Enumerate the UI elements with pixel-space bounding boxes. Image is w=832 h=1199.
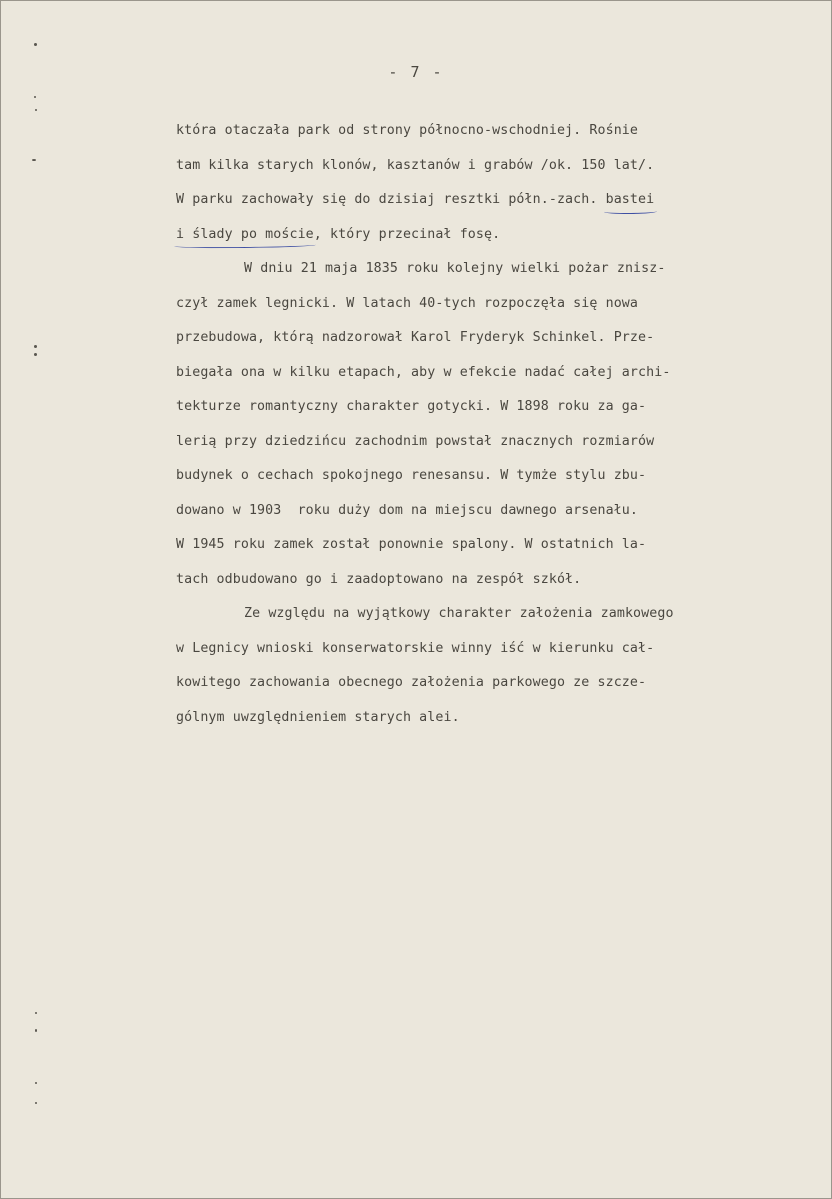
text-line: gólnym uwzględnieniem starych alei. [176,709,460,725]
text-line: tach odbudowano go i zaadoptowano na zespół szkół. [176,571,582,587]
text-line: w Legnicy wnioski konserwatorskie winny iść w kierunku cał- [176,640,655,656]
text-line: tekturze romantyczny charakter gotycki. W 1898 roku za ga- [176,399,647,414]
margin-mark [34,345,37,348]
text-line: kowitego zachowania obecnego założenia parkowego ze szcze- [176,675,647,690]
text-line: tam kilka starych klonów, kasztanów i grabów /ok. 150 lat/. [176,157,655,173]
text-segment: W parku zachowały się do dzisiaj resztki półn.-zach. [176,192,606,207]
margin-mark [35,109,37,111]
margin-mark [32,159,36,161]
pen-underlined-text: bastei [606,183,655,218]
text-line: przebudowa, którą nadzorował Karol Fryderyk Schinkel. Prze- [176,330,655,345]
text-line: biegała ona w kilku etapach, aby w efekcie nadać całej archi- [176,364,671,380]
text-line: W 1945 roku zamek został ponownie spalony. W ostatnich la- [176,537,647,552]
text-segment: , który przecinał fosę. [313,226,501,242]
margin-mark [35,1012,37,1014]
text-line: lerią przy dziedzińcu zachodnim powstał znacznych rozmiarów [176,433,655,449]
margin-mark [35,1102,37,1104]
text-line [176,183,788,218]
text-line: która otaczała park od strony północno-wschodniej. Rośnie [176,123,639,138]
text-line: czył zamek legnicki. W latach 40-tych rozpoczęła się nowa [176,295,639,311]
pen-underlined-text: i ślady po moście [176,218,314,253]
margin-mark [35,1082,37,1084]
margin-mark [34,96,36,98]
typewritten-body [176,114,788,735]
text-line: W dniu 21 maja 1835 roku kolejny wielki pożar znisz- [244,261,666,276]
page-number: - 7 - [388,63,444,81]
margin-mark [34,353,37,356]
margin-mark [35,1029,37,1032]
text-line [176,218,788,253]
margin-mark [34,43,37,46]
text-line: Ze względu na wyjątkowy charakter założenia zamkowego [244,606,674,621]
text-line: dowano w 1903 roku duży dom na miejscu dawnego arsenału. [176,502,639,518]
text-line: budynek o cechach spokojnego renesansu. W tymże stylu zbu- [176,468,647,483]
